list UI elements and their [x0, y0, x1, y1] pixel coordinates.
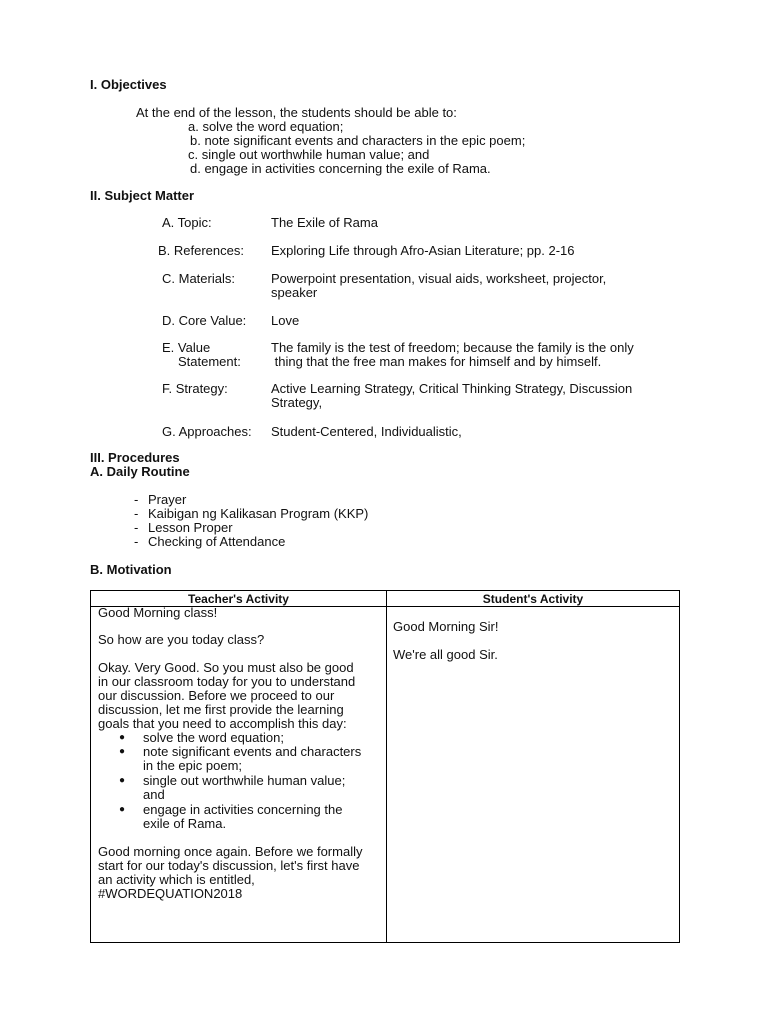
materials-value-cont: speaker [271, 285, 318, 300]
bullet-icon: ● [119, 746, 126, 757]
value-statement-value-cont: thing that the free man makes for himself and by himself. [271, 354, 602, 369]
routine-text: Kaibigan ng Kalikasan Program (KKP) [148, 506, 369, 521]
goal-item: single out worthwhile human value; [143, 773, 346, 788]
strategy-label: F. Strategy: [162, 381, 228, 396]
teacher-para-line: discussion, let me first provide the learning [98, 702, 344, 717]
goal-item: solve the word equation; [143, 730, 284, 745]
motivation-table [90, 590, 680, 943]
goal-item: note significant events and characters [143, 744, 362, 759]
routine-text: Checking of Attendance [148, 534, 286, 549]
objective-item: d. engage in activities concerning the exile of Rama. [190, 161, 491, 176]
value-statement-value: The family is the test of freedom; because the family is the only [271, 340, 634, 355]
routine-text: Lesson Proper [148, 520, 233, 535]
approaches-label: G. Approaches: [162, 424, 252, 439]
value-statement-label-cont: Statement: [178, 354, 241, 369]
materials-label: C. Materials: [162, 271, 235, 286]
strategy-value: Active Learning Strategy, Critical Thinking Strategy, Discussion [271, 381, 633, 396]
procedures-heading: III. Procedures [90, 450, 180, 465]
subject-matter-heading: II. Subject Matter [90, 188, 195, 203]
teacher-closing-line: Good morning once again. Before we formally [98, 844, 363, 859]
goal-item-cont: in the epic poem; [143, 758, 243, 773]
teacher-para-line: goals that you need to accomplish this day: [98, 716, 347, 731]
approaches-value: Student-Centered, Individualistic, [271, 424, 462, 439]
objective-item: b. note significant events and characters in the epic poem; [190, 133, 526, 148]
dash-marker: - [134, 534, 139, 549]
objective-item: c. single out worthwhile human value; and [188, 147, 430, 162]
list-item [134, 506, 369, 521]
student-response: We're all good Sir. [393, 647, 498, 662]
teacher-question: So how are you today class? [98, 632, 265, 647]
dash-marker: - [134, 506, 139, 521]
teacher-greeting: Good Morning class! [98, 605, 218, 620]
student-activity-header: Student's Activity [387, 591, 680, 607]
teacher-para-line: our discussion. Before we proceed to our [98, 688, 335, 703]
student-activity-cell [387, 607, 680, 943]
core-value-label: D. Core Value: [162, 313, 247, 328]
activity-title: #WORDEQUATION2018 [98, 886, 243, 901]
list-item [134, 492, 187, 507]
teacher-closing-line: an activity which is entitled, [98, 872, 255, 887]
list-item [134, 520, 233, 535]
goal-item: engage in activities concerning the [143, 802, 343, 817]
value-statement-label: E. Value [162, 340, 211, 355]
routine-text: Prayer [148, 492, 187, 507]
dash-marker: - [134, 520, 139, 535]
teacher-para-line: Okay. Very Good. So you must also be good [98, 660, 354, 675]
topic-label: A. Topic: [162, 215, 212, 230]
student-greeting: Good Morning Sir! [393, 619, 499, 634]
dash-marker: - [134, 492, 139, 507]
objective-item: a. solve the word equation; [188, 119, 344, 134]
daily-routine-heading: A. Daily Routine [90, 464, 190, 479]
teacher-para-line: in our classroom today for you to understand [98, 674, 356, 689]
core-value-value: Love [271, 313, 300, 328]
bullet-icon: ● [119, 804, 126, 815]
objectives-heading: I. Objectives [90, 77, 167, 92]
references-value: Exploring Life through Afro-Asian Literature; pp. 2-16 [271, 243, 575, 258]
materials-value: Powerpoint presentation, visual aids, worksheet, projector, [271, 271, 607, 286]
goal-item-cont: and [143, 787, 165, 802]
list-item [134, 534, 286, 549]
teacher-activity-header: Teacher's Activity [91, 591, 387, 607]
topic-value: The Exile of Rama [271, 215, 378, 230]
bullet-icon: ● [119, 775, 126, 786]
strategy-value-cont: Strategy, [271, 395, 323, 410]
motivation-heading: B. Motivation [90, 562, 172, 577]
teacher-activity-cell [91, 607, 387, 943]
objectives-intro: At the end of the lesson, the students should be able to: [136, 105, 457, 120]
goal-item-cont: exile of Rama. [143, 816, 227, 831]
bullet-icon: ● [119, 732, 126, 743]
teacher-closing-line: start for our today's discussion, let's first have [98, 858, 360, 873]
references-label: B. References: [158, 243, 244, 258]
